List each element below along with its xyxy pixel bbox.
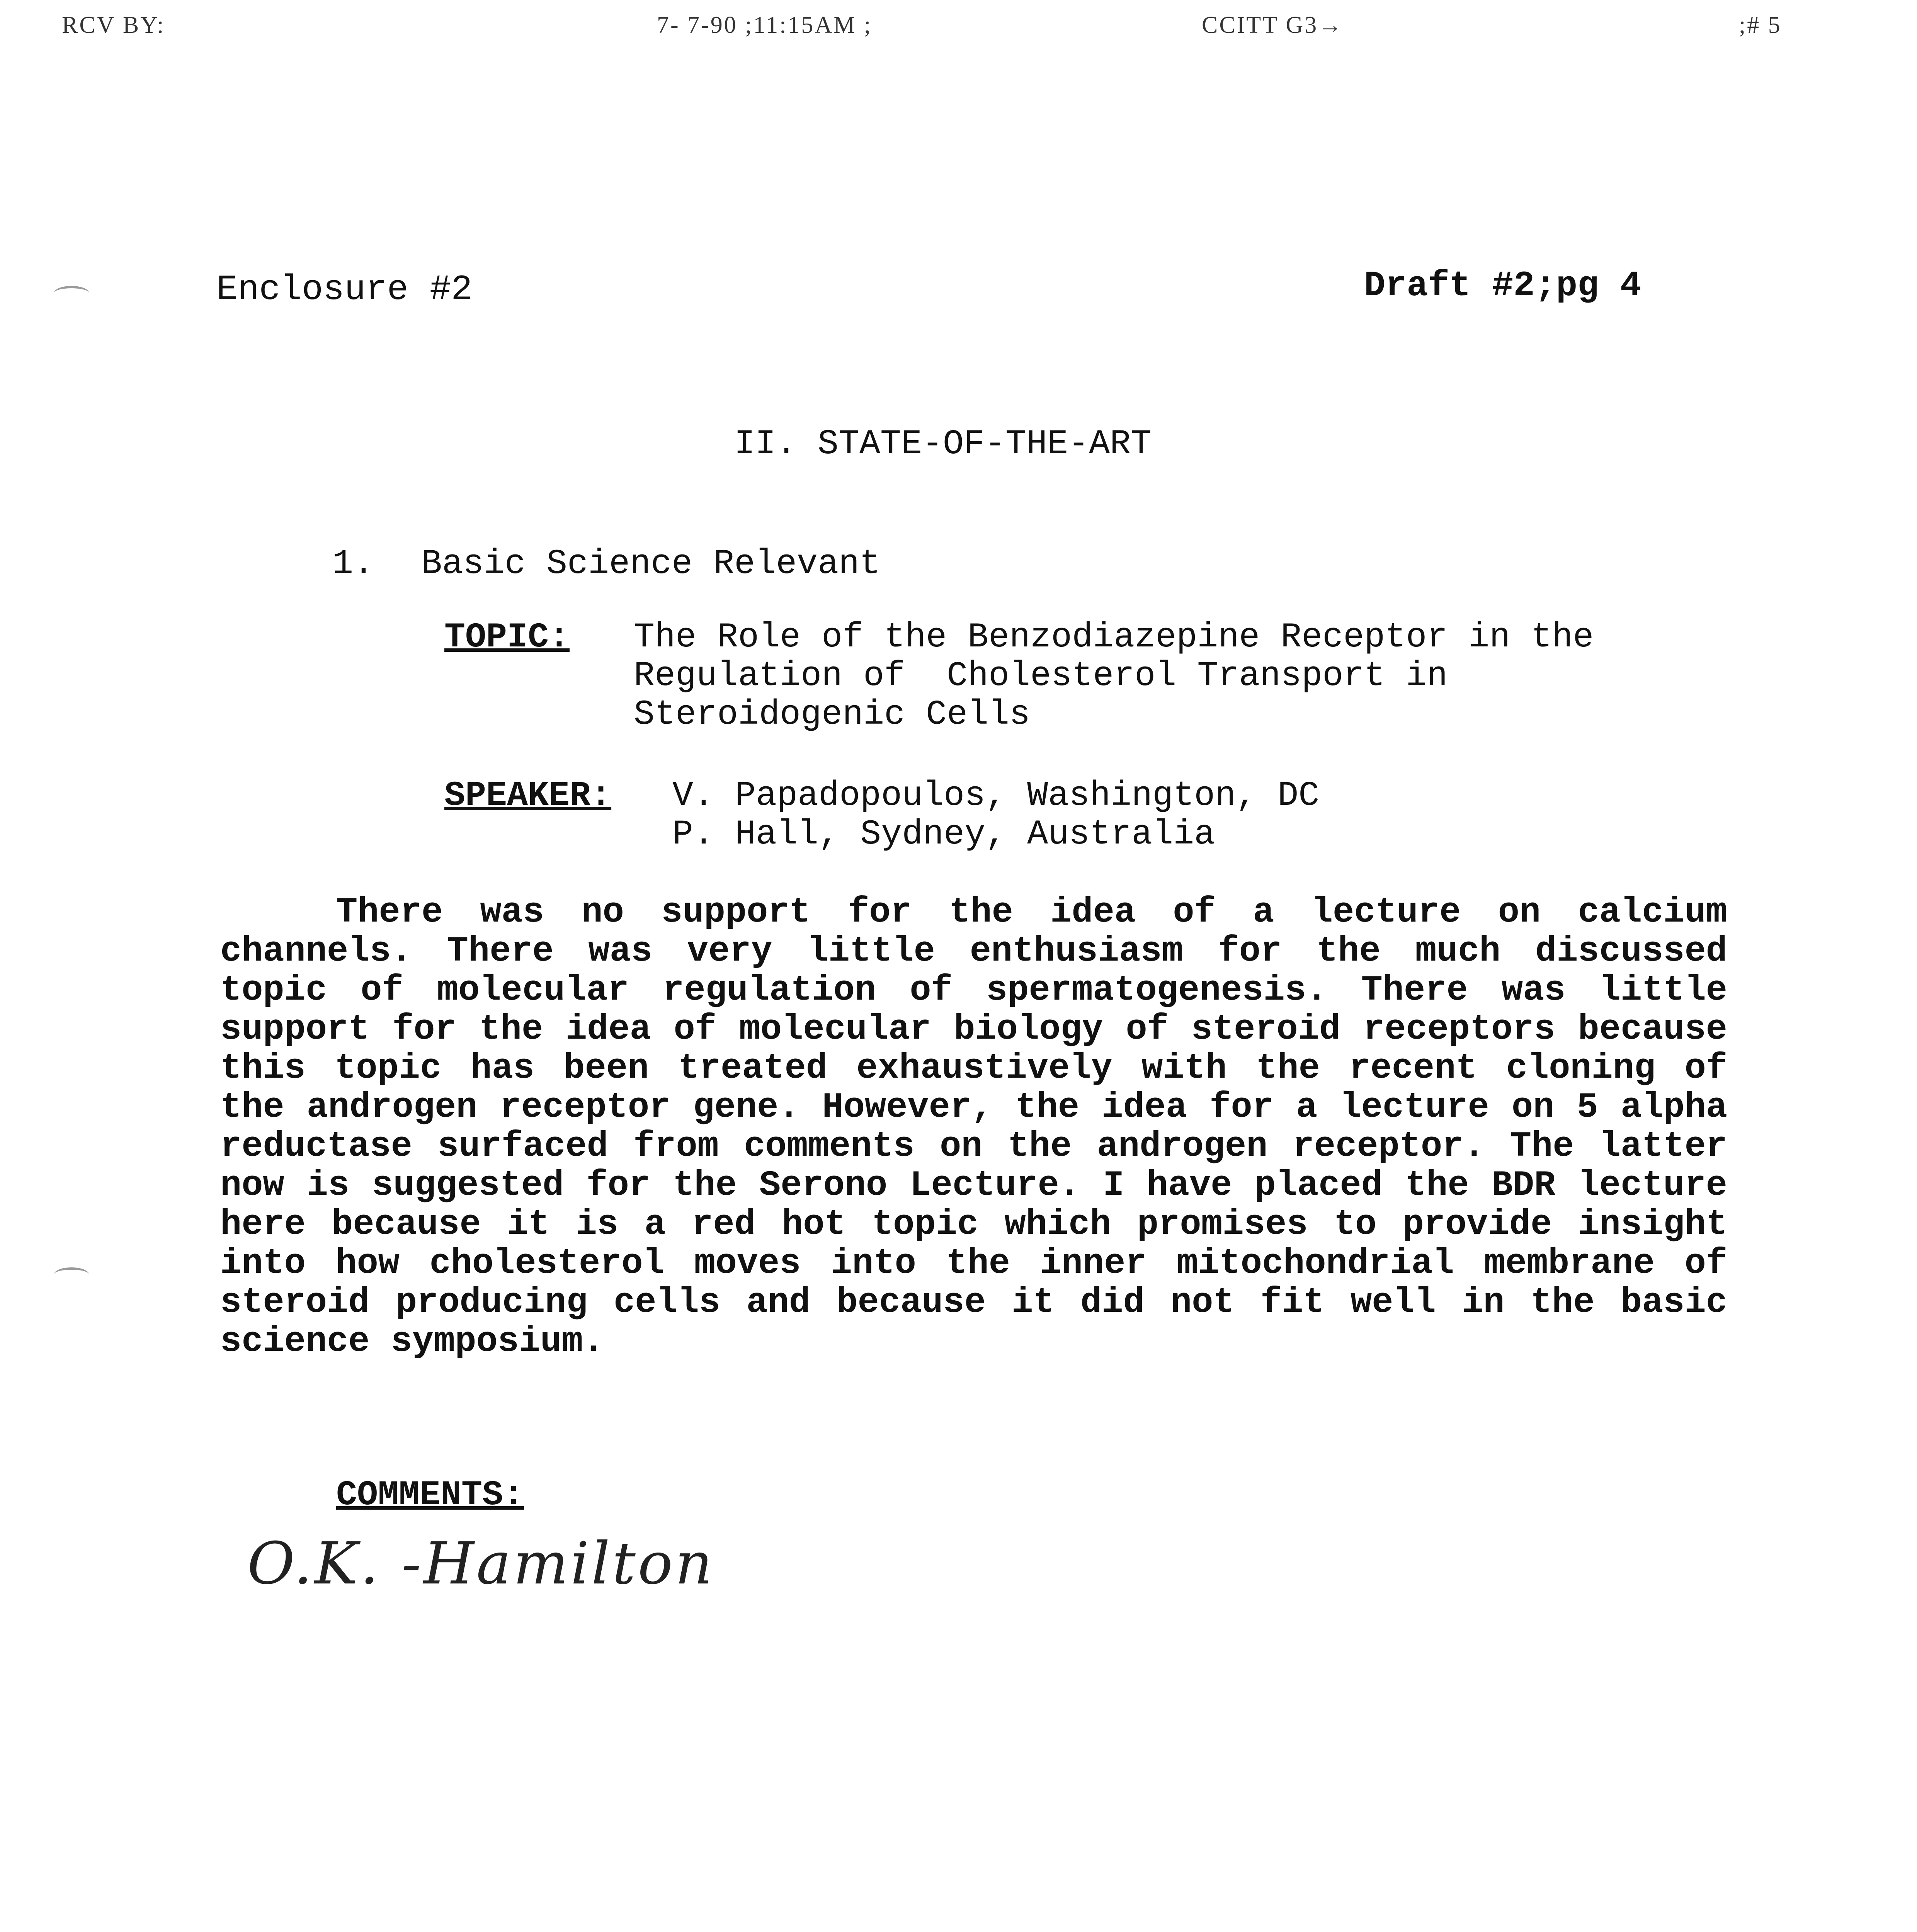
speaker-line: P. Hall, Sydney, Australia <box>672 815 1215 854</box>
draft-page-label: Draft #2;pg 4 <box>1364 265 1641 306</box>
body-paragraph: There was no support for the idea of a lecture on calcium channels. There was very little enthusiasm for the much discussed topic of molecular regulation of spermatogenesis. There was little support for the idea of molecular biology of steroid receptors because this topic has been treated exhaustively with the recent cloning of the androgen receptor gene. However, the idea for a lecture on 5 alpha reductase surfaced from comments on the androgen receptor. The latter now is suggested for the Serono Lecture. I have placed the BDR lecture here because it is a red hot topic which promises to provide insight into how cholesterol moves into the inner mitochondrial membrane of steroid producing cells and because it did not fit well in the basic science symposium. <box>220 892 1727 1362</box>
handwritten-comment: O.K. -Hamilton <box>247 1530 715 1597</box>
enclosure-label: Enclosure #2 <box>216 269 473 310</box>
binder-hole-mark <box>54 286 89 300</box>
fax-page-number: ;# 5 <box>1739 12 1782 38</box>
topic-line: The Role of the Benzodiazepine Receptor in the <box>634 618 1594 657</box>
fax-datetime: 7- 7-90 ;11:15AM ; <box>657 12 873 38</box>
binder-hole-mark <box>54 1267 89 1281</box>
section-title: II. STATE-OF-THE-ART <box>734 425 1152 464</box>
fax-rcv-by: RCV BY: <box>62 12 165 38</box>
speaker-label: SPEAKER: <box>444 776 612 816</box>
item-label: Basic Science Relevant <box>421 544 881 584</box>
topic-line: Steroidogenic Cells <box>634 695 1031 735</box>
topic-label: TOPIC: <box>444 618 570 657</box>
topic-line: Regulation of Cholesterol Transport in <box>634 656 1448 696</box>
comments-label: COMMENTS: <box>336 1476 524 1515</box>
item-number: 1. <box>332 544 374 584</box>
fax-mode: CCITT G3→ <box>1202 12 1344 38</box>
speaker-line: V. Papadopoulos, Washington, DC <box>672 776 1320 816</box>
